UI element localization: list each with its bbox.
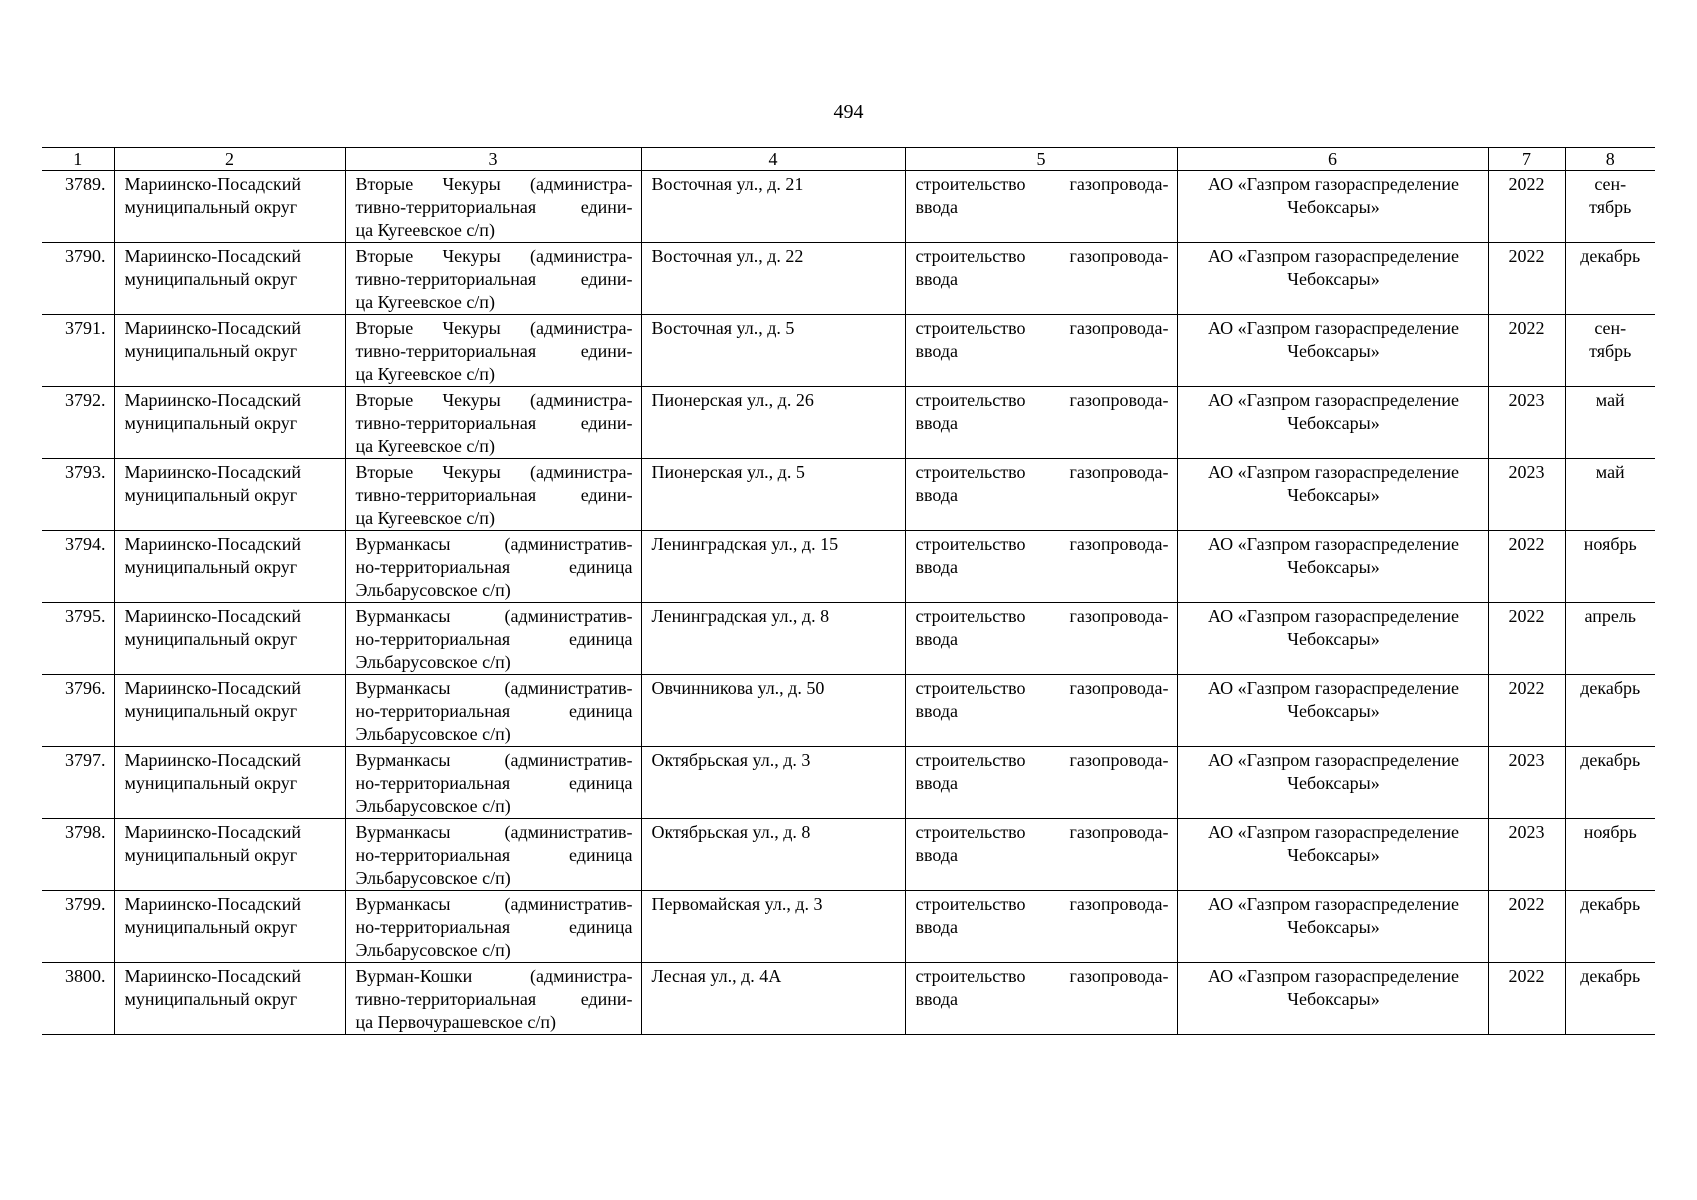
work-line: строительство газопровода- (915, 174, 1169, 194)
table-row (42, 819, 1655, 891)
organization-cell (1177, 243, 1488, 315)
work-cell (905, 603, 1177, 675)
organization-line: АО «Газпром газораспределение (1208, 462, 1459, 482)
row-number: 3800. (65, 966, 106, 986)
organization-cell (1177, 819, 1488, 891)
work-cell (905, 387, 1177, 459)
year: 2022 (1508, 606, 1545, 626)
okrug-cell (114, 891, 345, 963)
work-cell (905, 531, 1177, 603)
address-cell (641, 459, 905, 531)
row-number: 3799. (65, 894, 106, 914)
settlement-line: Вурманкасы (административ- (355, 606, 633, 626)
work-line: ввода (915, 413, 959, 433)
table-row (42, 675, 1655, 747)
column-header: 3 (345, 148, 641, 171)
organization-cell (1177, 891, 1488, 963)
settlement-line: Эльбарусовское с/п) (355, 580, 511, 600)
organization-cell (1177, 315, 1488, 387)
column-header: 4 (641, 148, 905, 171)
year-cell (1488, 963, 1565, 1035)
year: 2022 (1508, 318, 1545, 338)
okrug-line: Мариинско-Посадский (124, 678, 302, 698)
okrug-line: муниципальный округ (124, 413, 298, 433)
table-row (42, 531, 1655, 603)
month-cell (1565, 387, 1655, 459)
year-cell (1488, 315, 1565, 387)
organization-line: Чебоксары» (1287, 773, 1380, 793)
settlement-line: Вторые Чекуры (администра- (355, 318, 633, 338)
row-number: 3793. (65, 462, 106, 482)
organization-line: Чебоксары» (1287, 485, 1380, 505)
settlement-line: но-территориальная единица (355, 917, 633, 937)
row-number-cell (42, 315, 114, 387)
organization-line: АО «Газпром газораспределение (1208, 606, 1459, 626)
okrug-line: Мариинско-Посадский (124, 174, 302, 194)
okrug-cell (114, 387, 345, 459)
address: Октябрьская ул., д. 3 (651, 750, 811, 770)
work-line: ввода (915, 485, 959, 505)
work-line: ввода (915, 629, 959, 649)
work-cell (905, 459, 1177, 531)
settlement-line: Вурманкасы (административ- (355, 822, 633, 842)
okrug-line: Мариинско-Посадский (124, 534, 302, 554)
okrug-line: муниципальный округ (124, 269, 298, 289)
year: 2022 (1508, 246, 1545, 266)
settlement-cell (345, 963, 641, 1035)
organization-line: АО «Газпром газораспределение (1208, 894, 1459, 914)
column-header: 8 (1565, 148, 1655, 171)
row-number-cell (42, 531, 114, 603)
address: Первомайская ул., д. 3 (651, 894, 823, 914)
settlement-cell (345, 459, 641, 531)
row-number-cell (42, 459, 114, 531)
year-cell (1488, 891, 1565, 963)
row-number-cell (42, 819, 114, 891)
organization-line: АО «Газпром газораспределение (1208, 534, 1459, 554)
okrug-line: Мариинско-Посадский (124, 966, 302, 986)
okrug-line: Мариинско-Посадский (124, 894, 302, 914)
settlement-cell (345, 387, 641, 459)
year-cell (1488, 675, 1565, 747)
address: Ленинградская ул., д. 8 (651, 606, 830, 626)
year: 2022 (1508, 966, 1545, 986)
organization-line: Чебоксары» (1287, 557, 1380, 577)
okrug-cell (114, 243, 345, 315)
year-cell (1488, 747, 1565, 819)
okrug-line: Мариинско-Посадский (124, 822, 302, 842)
year: 2023 (1508, 750, 1545, 770)
row-number-cell (42, 171, 114, 243)
okrug-cell (114, 459, 345, 531)
work-cell (905, 963, 1177, 1035)
table-row (42, 459, 1655, 531)
settlement-line: Вурманкасы (административ- (355, 894, 633, 914)
settlement-cell (345, 891, 641, 963)
work-line: ввода (915, 917, 959, 937)
year-cell (1488, 459, 1565, 531)
row-number-cell (42, 243, 114, 315)
work-line: ввода (915, 773, 959, 793)
organization-line: Чебоксары» (1287, 917, 1380, 937)
address-cell (641, 315, 905, 387)
year: 2022 (1508, 894, 1545, 914)
settlement-line: Эльбарусовское с/п) (355, 652, 511, 672)
settlement-line: тивно-территориальная едини- (355, 989, 633, 1009)
organization-line: Чебоксары» (1287, 989, 1380, 1009)
address: Пионерская ул., д. 5 (651, 462, 805, 482)
work-line: строительство газопровода- (915, 246, 1169, 266)
organization-line: Чебоксары» (1287, 413, 1380, 433)
organization-line: АО «Газпром газораспределение (1208, 750, 1459, 770)
table-row (42, 387, 1655, 459)
organization-line: Чебоксары» (1287, 341, 1380, 361)
settlement-line: Эльбарусовское с/п) (355, 796, 511, 816)
month-line: декабрь (1580, 678, 1641, 698)
address-cell (641, 603, 905, 675)
okrug-line: Мариинско-Посадский (124, 246, 302, 266)
organization-line: АО «Газпром газораспределение (1208, 318, 1459, 338)
address-cell (641, 243, 905, 315)
organization-cell (1177, 603, 1488, 675)
settlement-line: ца Кугеевское с/п) (355, 292, 495, 312)
organization-cell (1177, 171, 1488, 243)
settlement-line: Вурманкасы (административ- (355, 534, 633, 554)
organization-cell (1177, 675, 1488, 747)
settlement-line: Вторые Чекуры (администра- (355, 174, 633, 194)
settlement-line: но-территориальная единица (355, 773, 633, 793)
okrug-cell (114, 171, 345, 243)
settlement-line: но-территориальная единица (355, 845, 633, 865)
organization-cell (1177, 963, 1488, 1035)
work-line: строительство газопровода- (915, 822, 1169, 842)
settlement-line: тивно-территориальная едини- (355, 485, 633, 505)
work-line: ввода (915, 269, 959, 289)
settlement-line: Вторые Чекуры (администра- (355, 390, 633, 410)
column-header: 5 (905, 148, 1177, 171)
organization-cell (1177, 747, 1488, 819)
work-line: строительство газопровода- (915, 606, 1169, 626)
work-line: ввода (915, 701, 959, 721)
row-number: 3791. (65, 318, 106, 338)
month-line: тябрь (1589, 197, 1632, 217)
address: Октябрьская ул., д. 8 (651, 822, 811, 842)
header-row (42, 148, 1655, 171)
organization-line: Чебоксары» (1287, 269, 1380, 289)
work-cell (905, 891, 1177, 963)
row-number-cell (42, 603, 114, 675)
okrug-line: муниципальный округ (124, 989, 298, 1009)
okrug-line: муниципальный округ (124, 341, 298, 361)
address-cell (641, 819, 905, 891)
month-cell (1565, 963, 1655, 1035)
settlement-line: но-территориальная единица (355, 629, 633, 649)
okrug-line: Мариинско-Посадский (124, 606, 302, 626)
address-cell (641, 387, 905, 459)
okrug-line: муниципальный округ (124, 197, 298, 217)
column-header: 1 (42, 148, 114, 171)
settlement-line: тивно-территориальная едини- (355, 413, 633, 433)
month-line: декабрь (1580, 894, 1641, 914)
row-number: 3795. (65, 606, 106, 626)
settlement-line: ца Первочурашевское с/п) (355, 1012, 556, 1032)
work-cell (905, 243, 1177, 315)
row-number: 3794. (65, 534, 106, 554)
work-line: строительство газопровода- (915, 678, 1169, 698)
month-cell (1565, 891, 1655, 963)
work-line: строительство газопровода- (915, 390, 1169, 410)
settlement-line: ца Кугеевское с/п) (355, 508, 495, 528)
row-number: 3792. (65, 390, 106, 410)
organization-cell (1177, 531, 1488, 603)
okrug-cell (114, 603, 345, 675)
row-number: 3789. (65, 174, 106, 194)
year-cell (1488, 531, 1565, 603)
organization-line: АО «Газпром газораспределение (1208, 390, 1459, 410)
month-cell (1565, 315, 1655, 387)
row-number-cell (42, 963, 114, 1035)
organization-cell (1177, 459, 1488, 531)
okrug-line: муниципальный округ (124, 773, 298, 793)
address-cell (641, 747, 905, 819)
okrug-cell (114, 315, 345, 387)
settlement-line: тивно-территориальная едини- (355, 341, 633, 361)
work-line: строительство газопровода- (915, 534, 1169, 554)
row-number-cell (42, 891, 114, 963)
okrug-line: муниципальный округ (124, 557, 298, 577)
settlement-line: ца Кугеевское с/п) (355, 364, 495, 384)
work-line: строительство газопровода- (915, 462, 1169, 482)
month-line: тябрь (1589, 341, 1632, 361)
year-cell (1488, 171, 1565, 243)
okrug-line: муниципальный округ (124, 701, 298, 721)
month-line: май (1595, 462, 1625, 482)
okrug-line: муниципальный округ (124, 917, 298, 937)
address: Восточная ул., д. 21 (651, 174, 804, 194)
month-line: сен- (1594, 174, 1627, 194)
settlement-cell (345, 747, 641, 819)
okrug-cell (114, 675, 345, 747)
row-number: 3798. (65, 822, 106, 842)
work-cell (905, 171, 1177, 243)
table-row (42, 603, 1655, 675)
settlement-line: но-территориальная единица (355, 701, 633, 721)
table-row (42, 171, 1655, 243)
address: Пионерская ул., д. 26 (651, 390, 814, 410)
address-cell (641, 963, 905, 1035)
column-header: 6 (1177, 148, 1488, 171)
settlement-cell (345, 531, 641, 603)
work-line: ввода (915, 341, 959, 361)
column-header: 7 (1488, 148, 1565, 171)
okrug-line: Мариинско-Посадский (124, 462, 302, 482)
okrug-line: муниципальный округ (124, 629, 298, 649)
year-cell (1488, 819, 1565, 891)
organization-line: Чебоксары» (1287, 701, 1380, 721)
month-line: апрель (1584, 606, 1637, 626)
settlement-cell (345, 603, 641, 675)
settlement-line: ца Кугеевское с/п) (355, 220, 495, 240)
table-row (42, 891, 1655, 963)
work-cell (905, 315, 1177, 387)
month-cell (1565, 603, 1655, 675)
settlement-line: Эльбарусовское с/п) (355, 724, 511, 744)
settlement-cell (345, 171, 641, 243)
okrug-line: Мариинско-Посадский (124, 318, 302, 338)
okrug-line: муниципальный округ (124, 485, 298, 505)
organization-line: Чебоксары» (1287, 197, 1380, 217)
year: 2022 (1508, 534, 1545, 554)
okrug-cell (114, 747, 345, 819)
address-cell (641, 531, 905, 603)
row-number-cell (42, 387, 114, 459)
okrug-line: Мариинско-Посадский (124, 390, 302, 410)
month-line: ноябрь (1583, 822, 1637, 842)
organization-line: Чебоксары» (1287, 629, 1380, 649)
settlement-line: Вурманкасы (административ- (355, 750, 633, 770)
settlement-line: Вурманкасы (административ- (355, 678, 633, 698)
okrug-line: муниципальный округ (124, 845, 298, 865)
settlement-line: ца Кугеевское с/п) (355, 436, 495, 456)
month-line: май (1595, 390, 1625, 410)
month-cell (1565, 675, 1655, 747)
address: Восточная ул., д. 22 (651, 246, 804, 266)
address: Лесная ул., д. 4А (651, 966, 782, 986)
row-number-cell (42, 675, 114, 747)
settlement-line: Вторые Чекуры (администра- (355, 246, 633, 266)
month-cell (1565, 171, 1655, 243)
organization-line: АО «Газпром газораспределение (1208, 174, 1459, 194)
year: 2022 (1508, 678, 1545, 698)
month-cell (1565, 531, 1655, 603)
address: Ленинградская ул., д. 15 (651, 534, 839, 554)
work-line: ввода (915, 989, 959, 1009)
work-cell (905, 675, 1177, 747)
organization-cell (1177, 387, 1488, 459)
organization-line: АО «Газпром газораспределение (1208, 246, 1459, 266)
month-cell (1565, 459, 1655, 531)
settlement-line: Эльбарусовское с/п) (355, 868, 511, 888)
settlement-line: Вурман-Кошки (администра- (355, 966, 633, 986)
year-cell (1488, 387, 1565, 459)
month-line: сен- (1594, 318, 1627, 338)
organization-line: Чебоксары» (1287, 845, 1380, 865)
settlement-cell (345, 243, 641, 315)
work-line: строительство газопровода- (915, 750, 1169, 770)
table-row (42, 963, 1655, 1035)
year: 2023 (1508, 390, 1545, 410)
work-line: ввода (915, 845, 959, 865)
month-cell (1565, 243, 1655, 315)
work-cell (905, 819, 1177, 891)
address-cell (641, 675, 905, 747)
year: 2023 (1508, 822, 1545, 842)
address-cell (641, 171, 905, 243)
okrug-cell (114, 531, 345, 603)
month-line: ноябрь (1583, 534, 1637, 554)
year: 2023 (1508, 462, 1545, 482)
row-number-cell (42, 747, 114, 819)
okrug-cell (114, 963, 345, 1035)
month-line: декабрь (1580, 750, 1641, 770)
year-cell (1488, 603, 1565, 675)
organization-line: АО «Газпром газораспределение (1208, 678, 1459, 698)
month-line: декабрь (1580, 966, 1641, 986)
row-number: 3796. (65, 678, 106, 698)
row-number: 3790. (65, 246, 106, 266)
page-number: 494 (833, 101, 864, 123)
okrug-line: Мариинско-Посадский (124, 750, 302, 770)
organization-line: АО «Газпром газораспределение (1208, 966, 1459, 986)
month-cell (1565, 819, 1655, 891)
work-cell (905, 747, 1177, 819)
table-row (42, 315, 1655, 387)
table-row (42, 243, 1655, 315)
work-line: ввода (915, 557, 959, 577)
year-cell (1488, 243, 1565, 315)
address: Восточная ул., д. 5 (651, 318, 795, 338)
work-line: строительство газопровода- (915, 894, 1169, 914)
month-cell (1565, 747, 1655, 819)
table-row (42, 747, 1655, 819)
settlement-cell (345, 819, 641, 891)
row-number: 3797. (65, 750, 106, 770)
column-header: 2 (114, 148, 345, 171)
settlement-cell (345, 675, 641, 747)
data-table (42, 147, 1655, 1035)
settlement-line: Вторые Чекуры (администра- (355, 462, 633, 482)
organization-line: АО «Газпром газораспределение (1208, 822, 1459, 842)
settlement-cell (345, 315, 641, 387)
address-cell (641, 891, 905, 963)
okrug-cell (114, 819, 345, 891)
year: 2022 (1508, 174, 1545, 194)
settlement-line: тивно-территориальная едини- (355, 269, 633, 289)
settlement-line: тивно-территориальная едини- (355, 197, 633, 217)
settlement-line: Эльбарусовское с/п) (355, 940, 511, 960)
address: Овчинникова ул., д. 50 (651, 678, 825, 698)
month-line: декабрь (1580, 246, 1641, 266)
work-line: ввода (915, 197, 959, 217)
work-line: строительство газопровода- (915, 318, 1169, 338)
settlement-line: но-территориальная единица (355, 557, 633, 577)
work-line: строительство газопровода- (915, 966, 1169, 986)
